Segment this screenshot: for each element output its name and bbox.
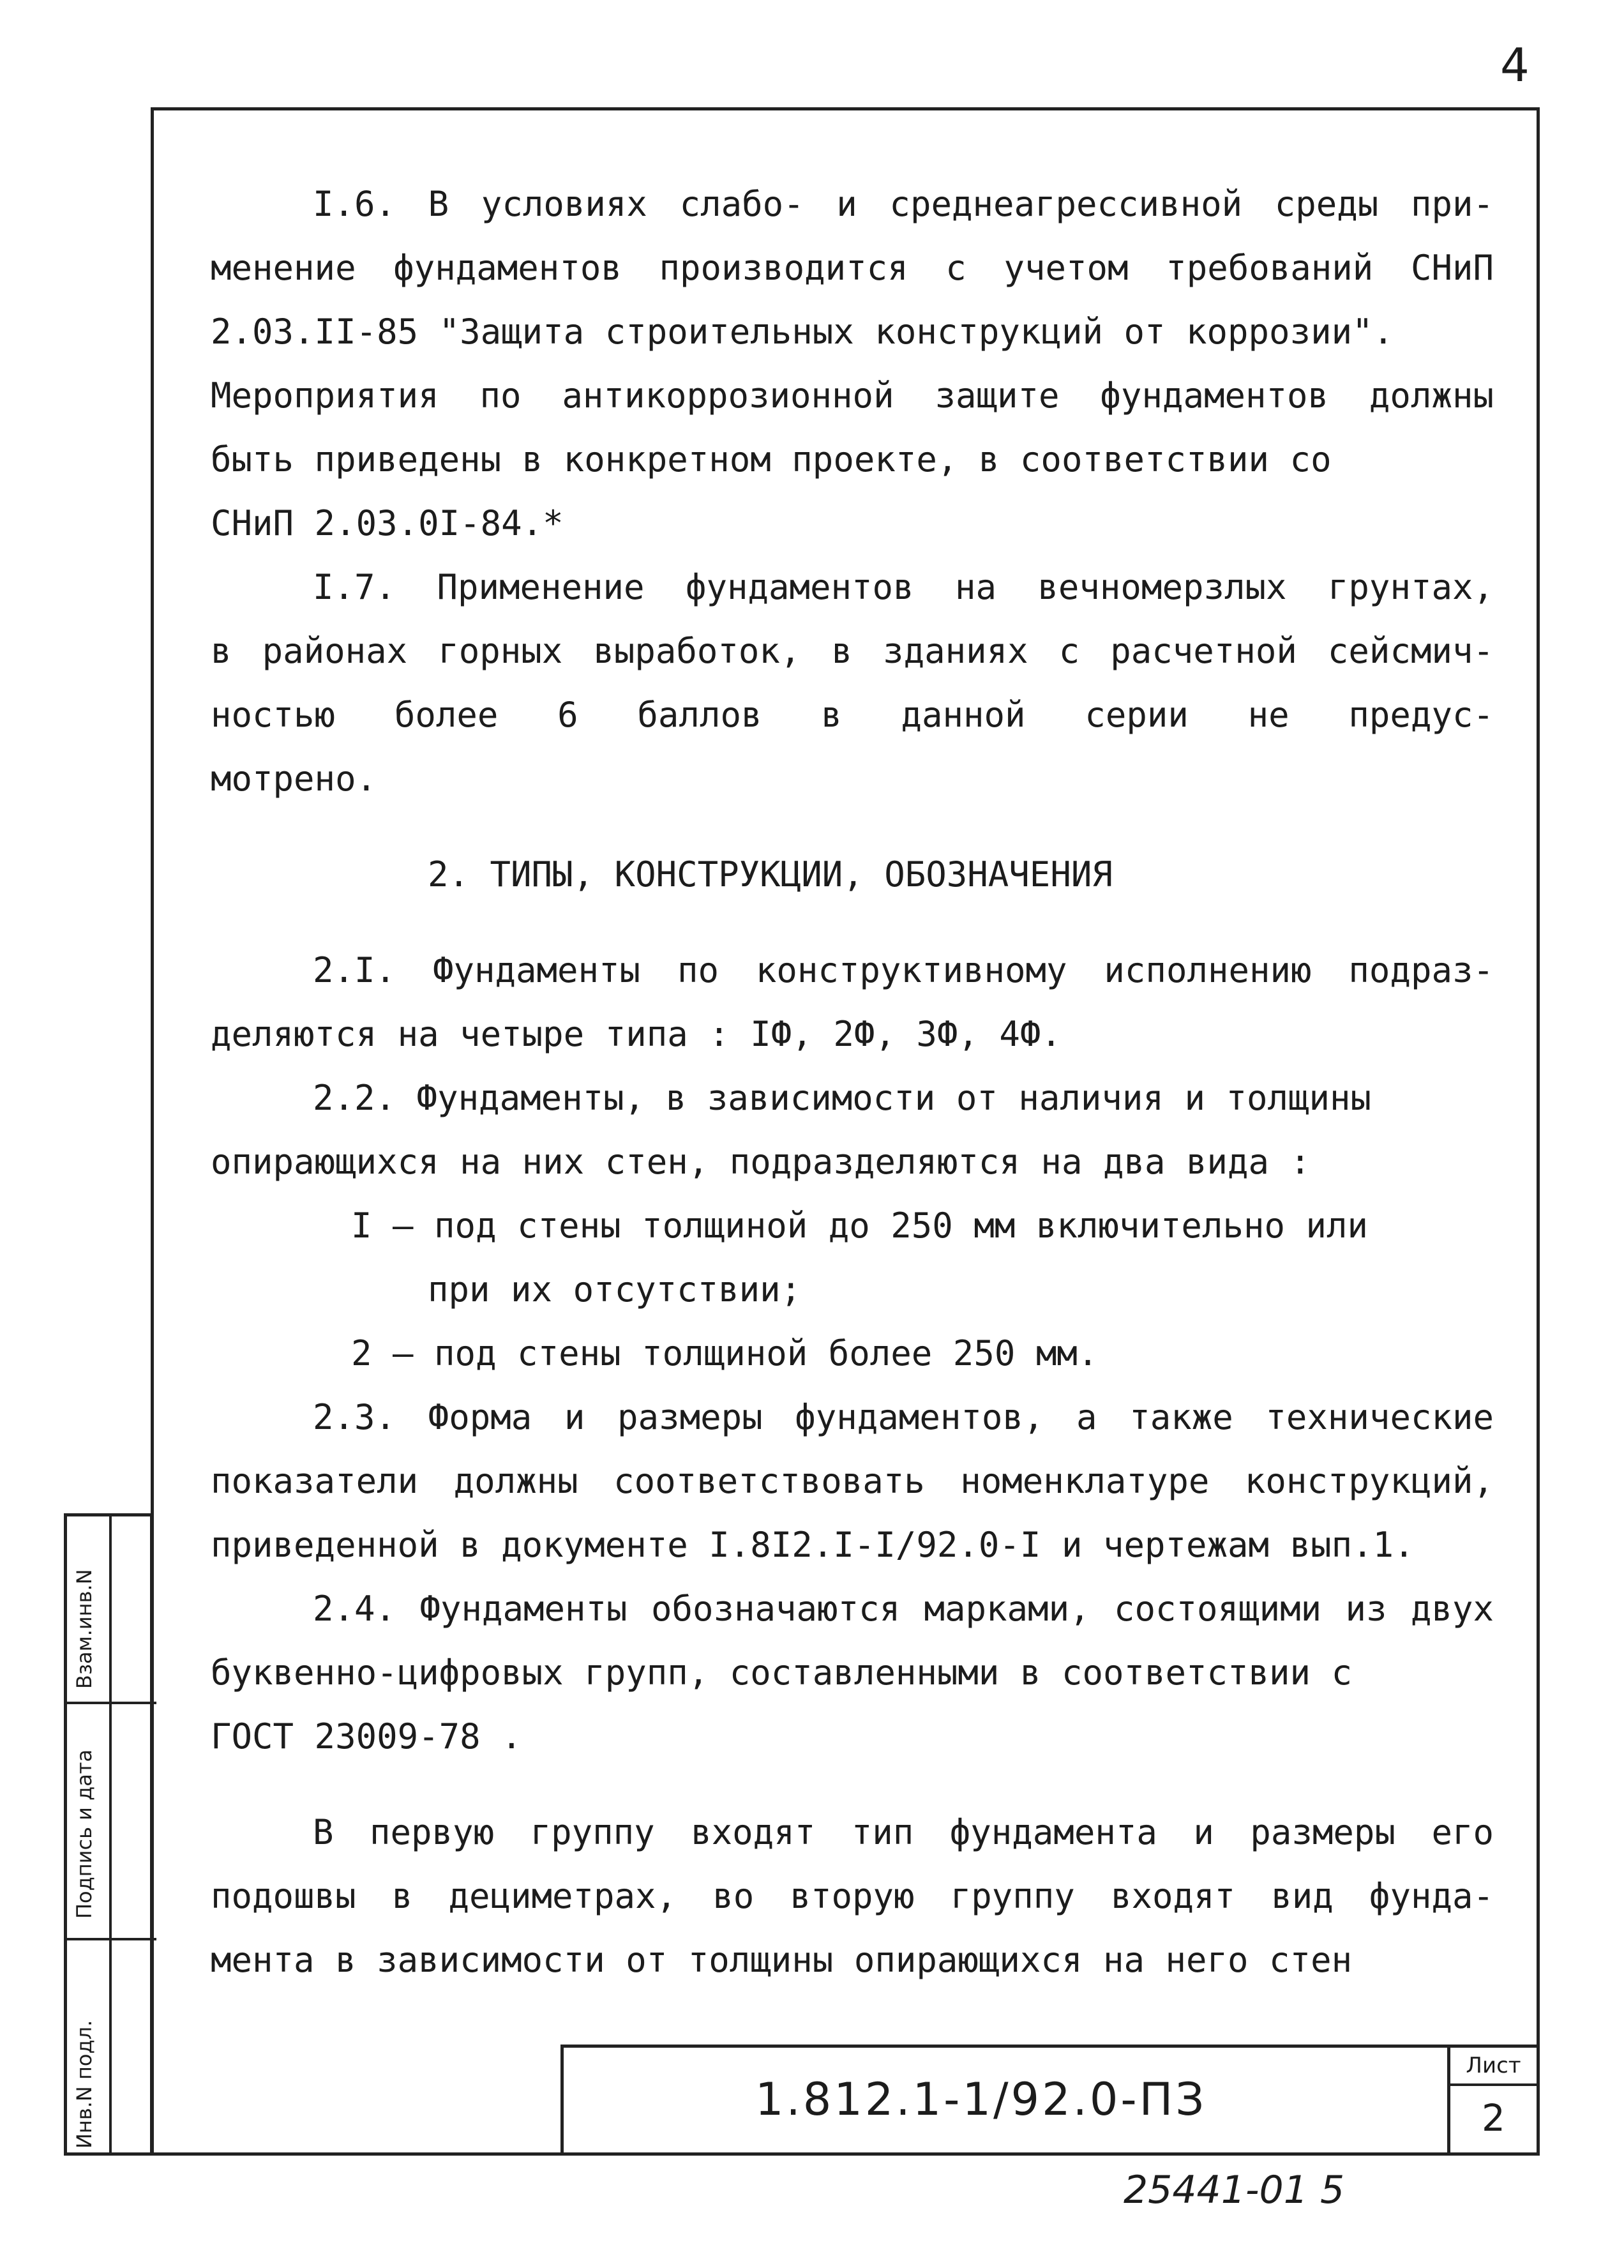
text-line: I – под стены толщиной до 250 мм включительно или (351, 1206, 1369, 1246)
text-line: менение фундаментов производится с учетом требований СНиП (211, 248, 1494, 288)
inventory-number: 25441-01 5 (1124, 2168, 1345, 2212)
text-line: В первую группу входят тип фундамента и размеры его (313, 1812, 1494, 1852)
side-label-vzam-inv: Взам.инв.N (72, 1569, 96, 1689)
document-code: 1.812.1-1/92.0-ПЗ (755, 2073, 1207, 2126)
line-gap (211, 907, 1494, 939)
line-gap (211, 811, 1494, 843)
text-line: деляются на четыре типа : IФ, 2Ф, 3Ф, 4Ф. (211, 1014, 1062, 1054)
text-line: показатели должны соответствовать номенклатуре конструкций, (211, 1461, 1494, 1501)
text-line: 2 – под стены толщиной более 250 мм. (351, 1333, 1099, 1373)
text-line: опирающихся на них стен, подразделяются на два вида : (211, 1142, 1311, 1182)
text-line: при их отсутствии; (428, 1269, 802, 1310)
line-gap (211, 1769, 1494, 1801)
title-block (560, 2045, 1540, 2156)
sheet-number: 2 (1482, 2096, 1505, 2140)
text-line: I.6. В условиях слабо- и среднеагрессивной среды при- (313, 184, 1494, 224)
sheet-label: Лист (1450, 2048, 1537, 2086)
text-line: 2.4. Фундаменты обозначаются марками, состоящими из двух (313, 1589, 1494, 1629)
text-line: ностью более 6 баллов в данной серии не предус- (211, 695, 1494, 735)
text-line: в районах горных выработок, в зданиях с расчетной сейсмич- (211, 631, 1494, 671)
page-number: 4 (1500, 38, 1530, 92)
text-line: 2.I. Фундаменты по конструктивному исполнению подраз- (313, 950, 1494, 990)
text-line: 2.3. Форма и размеры фундаментов, а также технические (313, 1397, 1494, 1437)
text-line: буквенно-цифровых групп, составленными в соответствии с (211, 1652, 1353, 1693)
document-body (211, 172, 1494, 1992)
text-line: приведенной в документе I.8I2.I-I/92.0-I и чертежам вып.1. (211, 1525, 1415, 1565)
section-heading: 2. ТИПЫ, КОНСТРУКЦИИ, ОБОЗНАЧЕНИЯ (428, 854, 1113, 895)
text-line: 2.2. Фундаменты, в зависимости от наличия и толщины (313, 1078, 1372, 1118)
text-line: Мероприятия по антикоррозионной защите фундаментов должны (211, 375, 1494, 416)
side-label-inv-podl: Инв.N подл. (72, 2020, 96, 2149)
side-label-podpis-data: Подпись и дата (72, 1749, 96, 1919)
text-line: быть приведены в конкретном проекте, в соответствии со (211, 439, 1332, 480)
text-line: ГОСТ 23009-78 . (211, 1716, 522, 1757)
text-line: мотрено. (211, 759, 377, 799)
side-stamp-divider (67, 1938, 156, 1940)
side-stamp-strip (64, 1513, 153, 2156)
side-stamp-divider (67, 1702, 156, 1704)
sheet-box (1447, 2048, 1537, 2152)
text-line: мента в зависимости от толщины опирающихся на него стен (211, 1940, 1353, 1980)
text-line: подошвы в дециметрах, во вторую группу входят вид фунда- (211, 1876, 1494, 1916)
text-line: I.7. Применение фундаментов на вечномерзлых грунтах, (313, 567, 1494, 607)
text-line: СНиП 2.03.0I-84.* (211, 503, 564, 543)
text-line: 2.03.II-85 "Защита строительных конструкций от коррозии". (211, 312, 1394, 352)
